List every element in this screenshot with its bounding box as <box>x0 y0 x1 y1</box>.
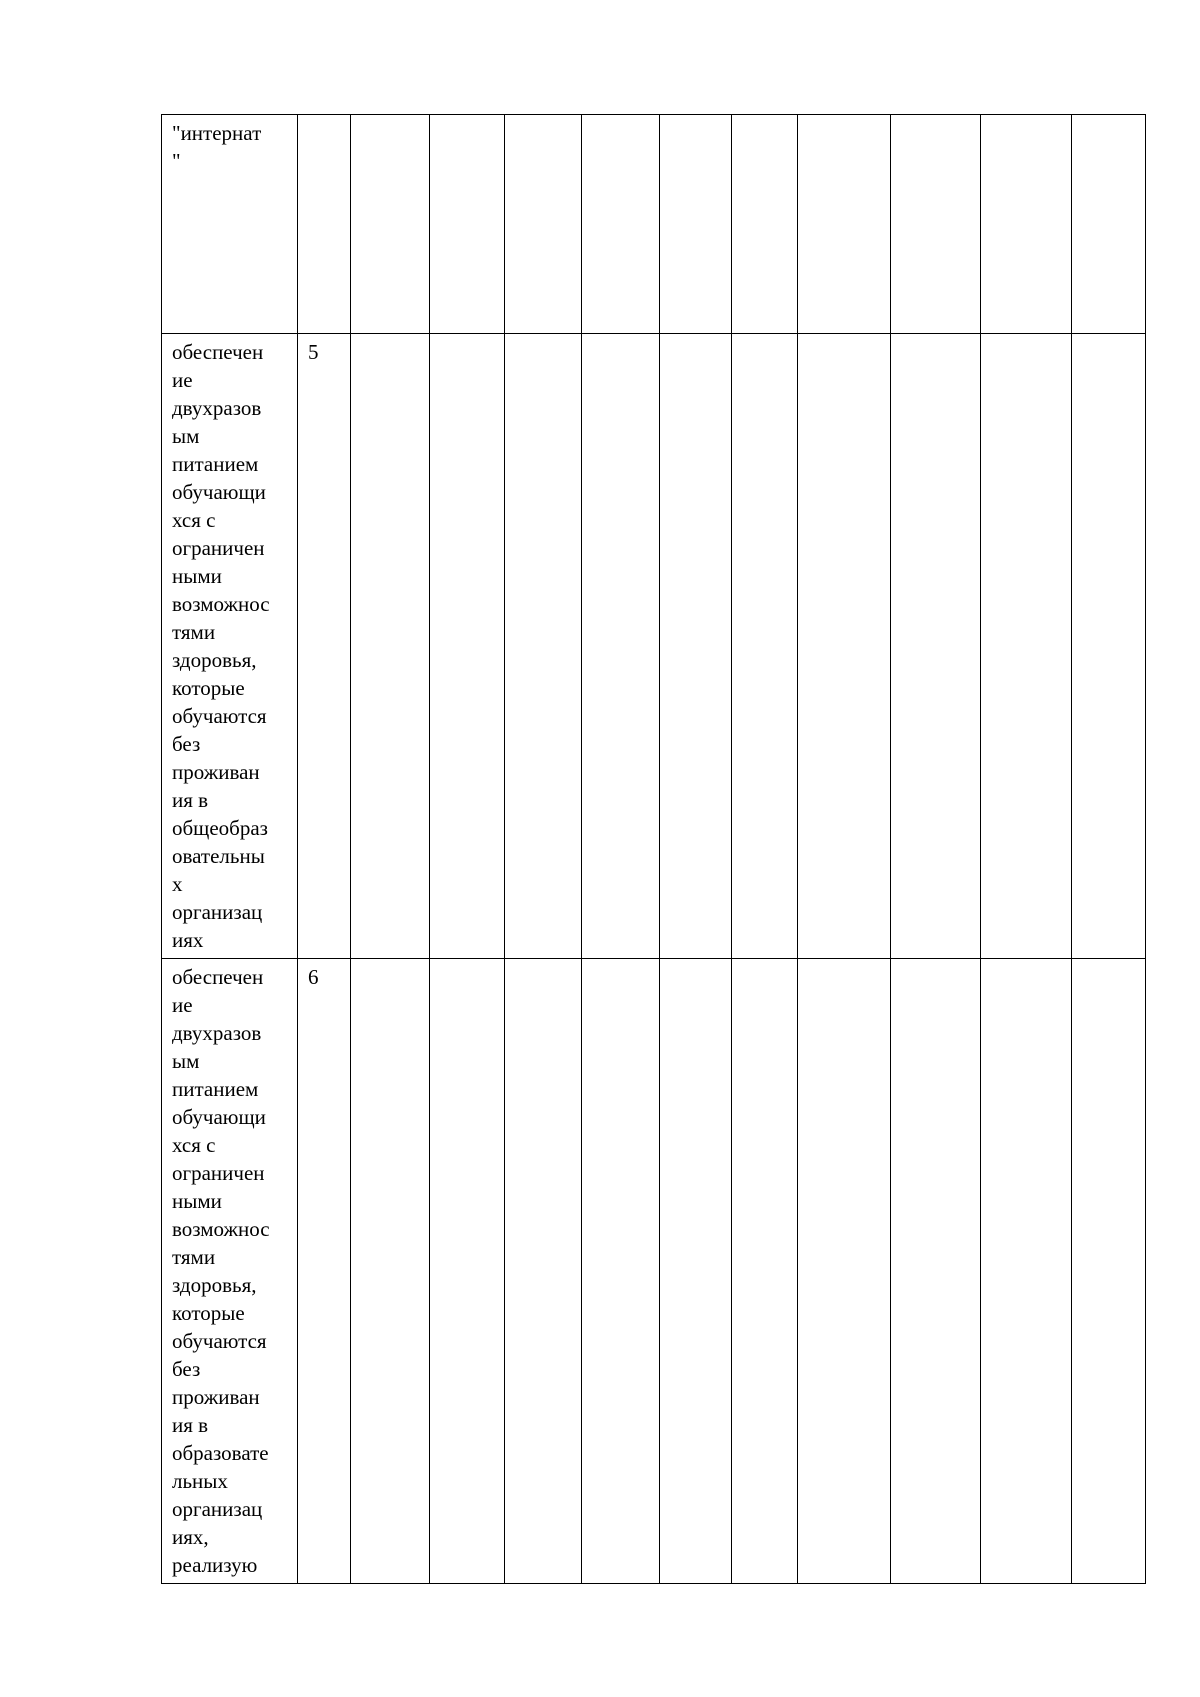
table-cell <box>732 959 798 1584</box>
table-cell <box>505 959 582 1584</box>
table-cell <box>351 959 430 1584</box>
table-cell <box>582 115 660 334</box>
table-row <box>162 334 1146 959</box>
table-cell <box>732 334 798 959</box>
table-cell <box>351 334 430 959</box>
data-table <box>161 114 1146 1584</box>
table-cell <box>582 334 660 959</box>
table-cell <box>660 334 732 959</box>
table-cell <box>660 115 732 334</box>
row-number <box>298 115 351 334</box>
row-label: "интернат " <box>162 115 298 334</box>
table-cell <box>732 115 798 334</box>
table-cell <box>430 115 505 334</box>
row-number: 6 <box>298 959 351 1584</box>
table-cell <box>981 334 1072 959</box>
table-cell <box>1072 334 1146 959</box>
table-cell <box>798 115 891 334</box>
table-cell <box>981 959 1072 1584</box>
table-cell <box>505 334 582 959</box>
table-cell <box>891 334 981 959</box>
table-cell <box>981 115 1072 334</box>
row-label: обеспечен ие двухразов ым питанием обучающи хся с ограничен ными возможнос тями здоровья, которые обучаются без проживан ия в общеобраз овательны х организац иях <box>162 334 298 959</box>
table-cell <box>505 115 582 334</box>
table-cell <box>1072 959 1146 1584</box>
table-row <box>162 959 1146 1584</box>
table-cell <box>351 115 430 334</box>
table-cell <box>430 334 505 959</box>
table-cell <box>660 959 732 1584</box>
table-cell <box>798 334 891 959</box>
table-cell <box>1072 115 1146 334</box>
row-number: 5 <box>298 334 351 959</box>
table-cell <box>430 959 505 1584</box>
table-cell <box>798 959 891 1584</box>
table-row <box>162 115 1146 334</box>
table-cell <box>891 115 981 334</box>
table-cell <box>582 959 660 1584</box>
row-label: обеспечен ие двухразов ым питанием обучающи хся с ограничен ными возможнос тями здоровья, которые обучаются без проживан ия в образовате льных организац иях, реализую <box>162 959 298 1584</box>
table-cell <box>891 959 981 1584</box>
